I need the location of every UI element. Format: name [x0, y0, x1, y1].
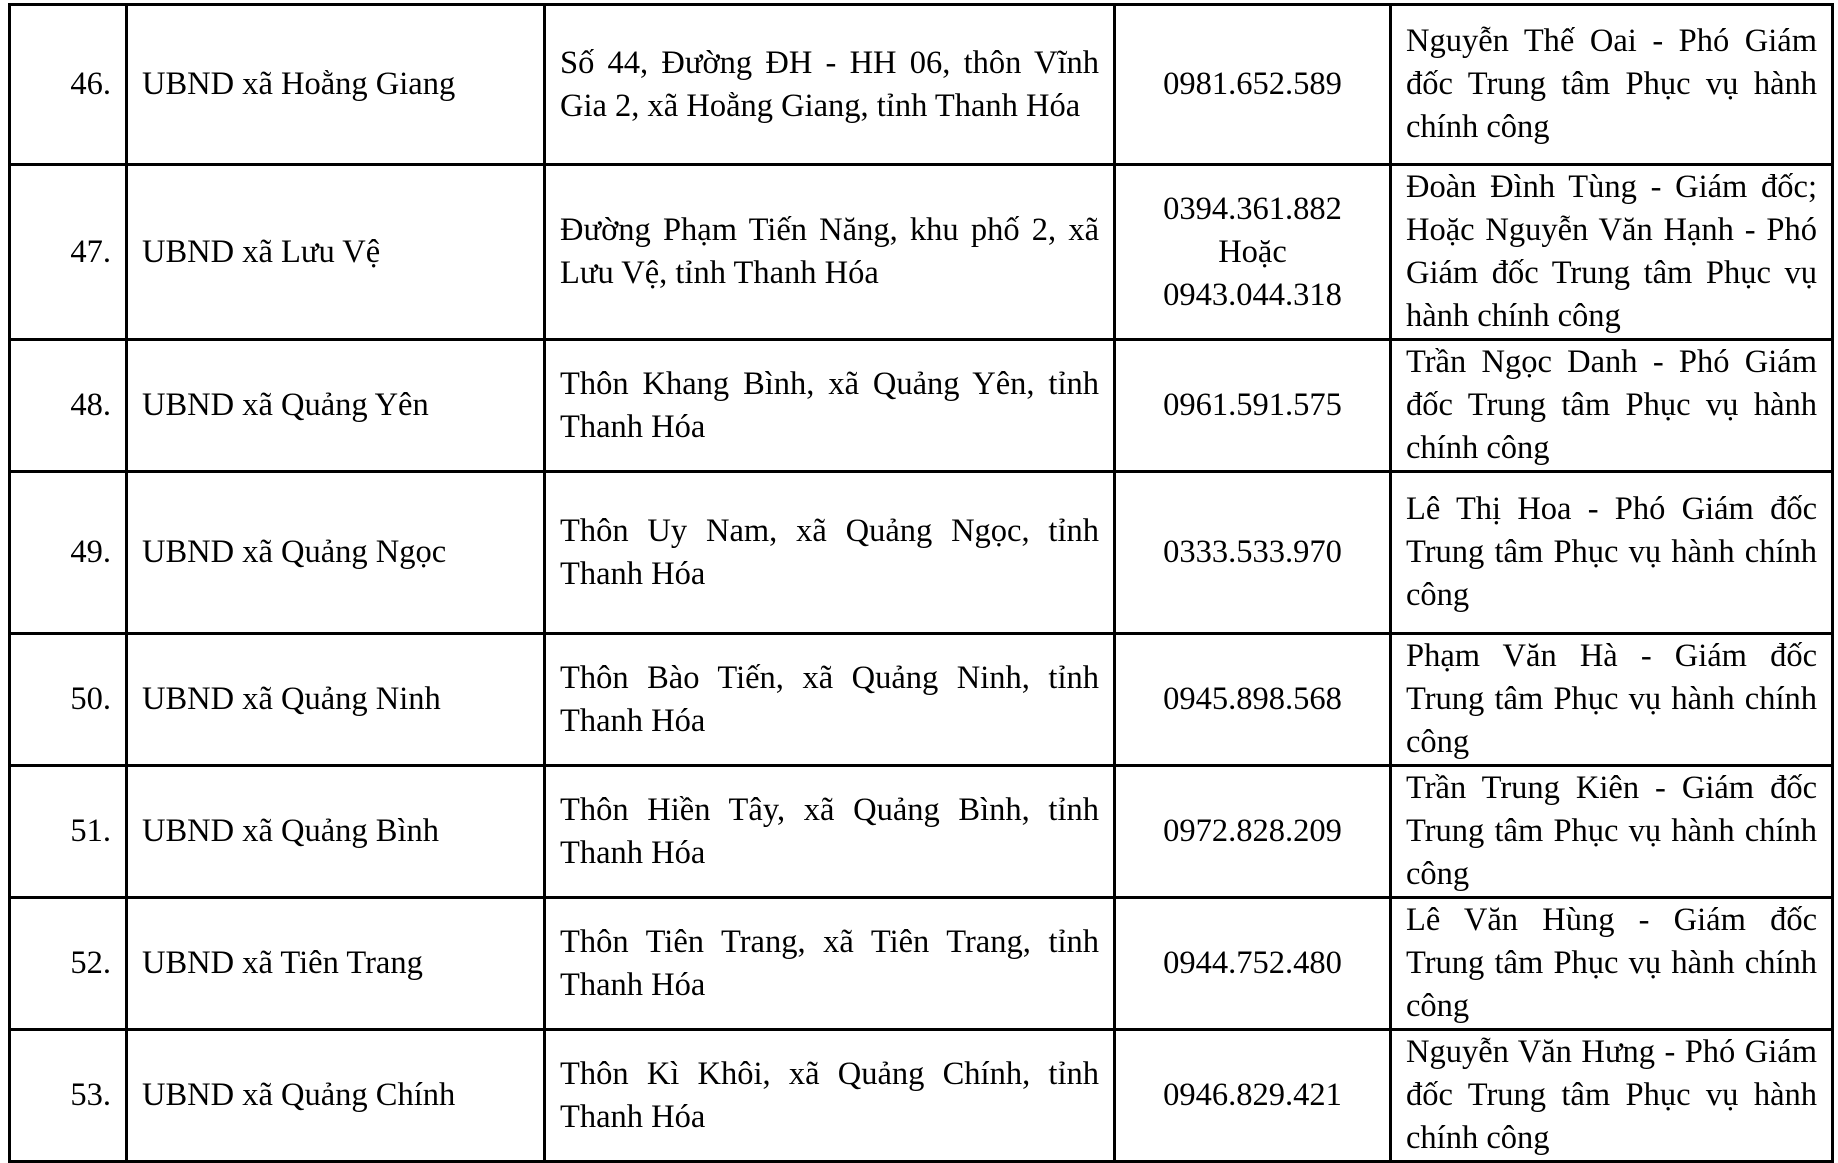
table-row	[10, 165, 1833, 340]
contact-person: Lê Văn Hùng - Giám đốc Trung tâm Phục vụ hành chính công	[1391, 898, 1833, 1030]
address: Số 44, Đường ĐH - HH 06, thôn Vĩnh Gia 2, xã Hoằng Giang, tỉnh Thanh Hóa	[545, 5, 1115, 165]
contact-person: Phạm Văn Hà - Giám đốc Trung tâm Phục vụ hành chính công	[1391, 634, 1833, 766]
unit-name: UBND xã Quảng Chính	[127, 1030, 545, 1162]
row-number: 51.	[10, 766, 127, 898]
phone-line: 0946.829.421	[1163, 1077, 1342, 1113]
unit-name: UBND xã Quảng Bình	[127, 766, 545, 898]
address: Đường Phạm Tiến Năng, khu phố 2, xã Lưu Vệ, tỉnh Thanh Hóa	[545, 165, 1115, 340]
contact-person: Trần Trung Kiên - Giám đốc Trung tâm Phục vụ hành chính công	[1391, 766, 1833, 898]
table-row	[10, 766, 1833, 898]
unit-name: UBND xã Quảng Ninh	[127, 634, 545, 766]
row-number: 47.	[10, 165, 127, 340]
row-number: 48.	[10, 340, 127, 472]
address: Thôn Tiên Trang, xã Tiên Trang, tỉnh Thanh Hóa	[545, 898, 1115, 1030]
row-number: 49.	[10, 472, 127, 634]
table-row	[10, 5, 1833, 165]
contact-directory-table	[8, 3, 1834, 1163]
table-row	[10, 340, 1833, 472]
address: Thôn Khang Bình, xã Quảng Yên, tỉnh Thanh Hóa	[545, 340, 1115, 472]
phone-line: 0943.044.318	[1163, 276, 1342, 313]
phone-line: 0945.898.568	[1163, 681, 1342, 717]
row-number: 50.	[10, 634, 127, 766]
table-row	[10, 1030, 1833, 1162]
contact-person: Đoàn Đình Tùng - Giám đốc; Hoặc Nguyễn Văn Hạnh - Phó Giám đốc Trung tâm Phục vụ hành chính công	[1391, 165, 1833, 340]
phone-number	[1115, 165, 1391, 340]
phone-number	[1115, 1030, 1391, 1162]
unit-name: UBND xã Quảng Yên	[127, 340, 545, 472]
phone-line: 0394.361.882	[1163, 190, 1342, 227]
row-number: 53.	[10, 1030, 127, 1162]
phone-number	[1115, 5, 1391, 165]
phone-line: 0961.591.575	[1163, 387, 1342, 423]
address: Thôn Kì Khôi, xã Quảng Chính, tỉnh Thanh Hóa	[545, 1030, 1115, 1162]
phone-separator: Hoặc	[1218, 233, 1287, 270]
table-row	[10, 472, 1833, 634]
phone-number	[1115, 340, 1391, 472]
table-row	[10, 634, 1833, 766]
unit-name: UBND xã Hoằng Giang	[127, 5, 545, 165]
phone-number	[1115, 766, 1391, 898]
phone-line: 0972.828.209	[1163, 813, 1342, 849]
unit-name: UBND xã Lưu Vệ	[127, 165, 545, 340]
contact-person: Lê Thị Hoa - Phó Giám đốc Trung tâm Phục vụ hành chính công	[1391, 472, 1833, 634]
phone-line: 0981.652.589	[1163, 66, 1342, 102]
unit-name: UBND xã Quảng Ngọc	[127, 472, 545, 634]
contact-person: Trần Ngọc Danh - Phó Giám đốc Trung tâm Phục vụ hành chính công	[1391, 340, 1833, 472]
address: Thôn Hiền Tây, xã Quảng Bình, tỉnh Thanh Hóa	[545, 766, 1115, 898]
contact-person: Nguyễn Thế Oai - Phó Giám đốc Trung tâm Phục vụ hành chính công	[1391, 5, 1833, 165]
row-number: 52.	[10, 898, 127, 1030]
row-number: 46.	[10, 5, 127, 165]
phone-line: 0944.752.480	[1163, 945, 1342, 981]
address: Thôn Uy Nam, xã Quảng Ngọc, tỉnh Thanh Hóa	[545, 472, 1115, 634]
phone-number	[1115, 634, 1391, 766]
phone-line: 0333.533.970	[1163, 534, 1342, 570]
address: Thôn Bào Tiến, xã Quảng Ninh, tỉnh Thanh Hóa	[545, 634, 1115, 766]
phone-number	[1115, 898, 1391, 1030]
table-row	[10, 898, 1833, 1030]
unit-name: UBND xã Tiên Trang	[127, 898, 545, 1030]
contact-person: Nguyễn Văn Hưng - Phó Giám đốc Trung tâm Phục vụ hành chính công	[1391, 1030, 1833, 1162]
phone-number	[1115, 472, 1391, 634]
